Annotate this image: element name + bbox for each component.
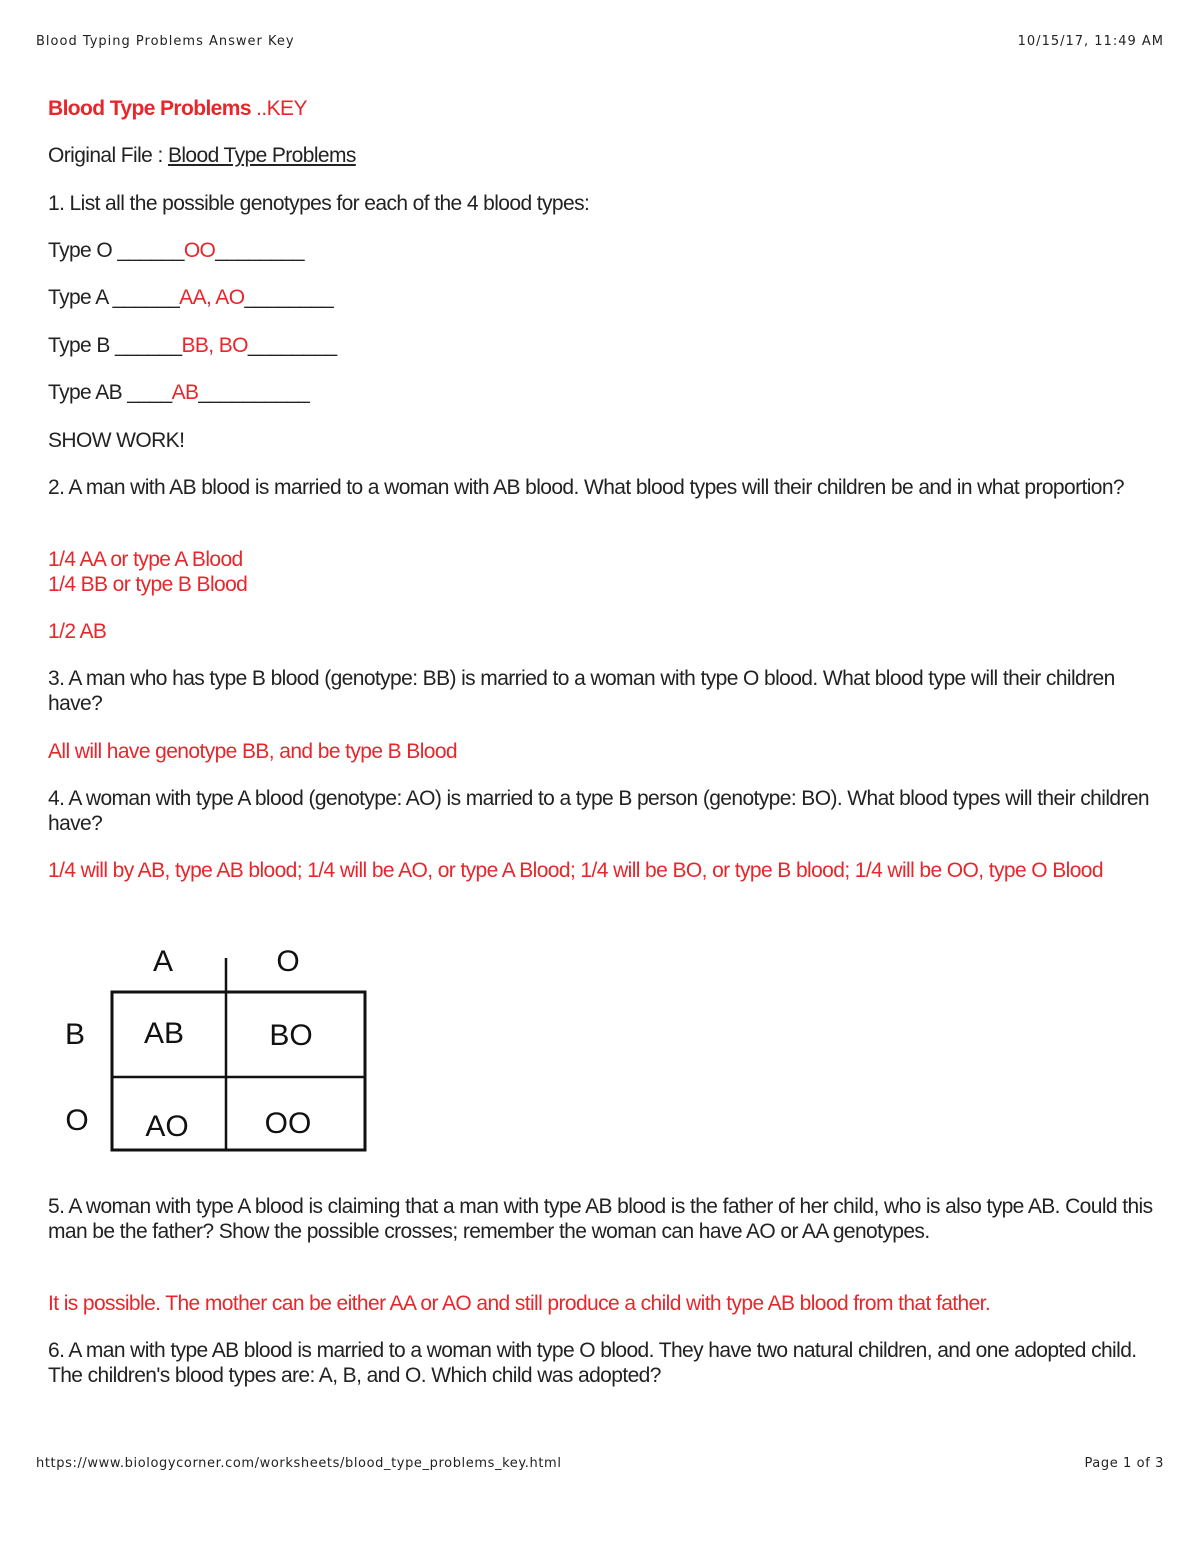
question-5: 5. A woman with type A blood is claiming that a man with type AB blood is the father of her child, who is also type AB. Could this man be the father? Show the possible crosses; remember the woman can have AO or AA genotypes.	[48, 1195, 1153, 1243]
type-b-trail: ________	[247, 334, 337, 357]
punnett-cell-2-1: AO	[145, 1110, 189, 1143]
question-2: 2. A man with AB blood is married to a woman with AB blood. What blood types will their children be and in what proportion?	[48, 476, 1125, 499]
type-b-answer: BB, BO	[181, 334, 248, 357]
punnett-side-allele-2: O	[65, 1104, 89, 1137]
page-footer-url[interactable]: https://www.biologycorner.com/worksheets/blood_type_problems_key.html	[36, 1456, 562, 1471]
answer-2-line-2: 1/4 BB or type B Blood	[48, 573, 248, 596]
type-o-answer: OO	[183, 239, 216, 262]
type-ab-row	[48, 380, 309, 405]
punnett-square	[60, 940, 380, 1160]
show-work-heading: SHOW WORK!	[48, 429, 185, 452]
type-o-row	[48, 238, 304, 263]
page-footer-pagenum: Page 1 of 3	[1084, 1456, 1164, 1471]
type-o-trail: ________	[215, 239, 304, 262]
type-a-label: Type A ______	[48, 286, 180, 309]
type-ab-answer: AB	[171, 381, 199, 404]
document-title	[48, 96, 307, 121]
punnett-square-svg	[60, 940, 380, 1160]
type-ab-trail: __________	[198, 381, 310, 404]
question-1: 1. List all the possible genotypes for each of the 4 blood types:	[48, 192, 590, 215]
question-6: 6. A man with type AB blood is married to a woman with type O blood. They have two natural children, and one adopted child. The children's blood types are: A, B, and O. Which child was adopted?	[48, 1339, 1137, 1387]
question-4: 4. A woman with type A blood (genotype: AO) is married to a type B person (genotype: BO). What blood types will their children have?	[48, 787, 1150, 835]
punnett-cell-1-1: AB	[143, 1017, 185, 1050]
original-file-label: Original File :	[48, 144, 168, 167]
title-main: Blood Type Problems	[48, 97, 251, 120]
type-b-label: Type B ______	[48, 334, 182, 357]
type-ab-label: Type AB ____	[48, 381, 172, 404]
type-a-answer: AA, AO	[179, 286, 245, 309]
original-file-line	[48, 143, 356, 168]
answer-4: 1/4 will by AB, type AB blood; 1/4 will be AO, or type A Blood; 1/4 will be BO, or type B blood; 1/4 will be OO, type O Blood	[48, 859, 1103, 882]
title-suffix: ..KEY	[250, 97, 307, 120]
punnett-cell-2-2: OO	[264, 1107, 312, 1140]
type-a-trail: ________	[244, 286, 334, 309]
punnett-top-allele-1: A	[152, 945, 174, 978]
punnett-side-allele-1: B	[64, 1018, 86, 1051]
punnett-top-allele-2: O	[276, 945, 300, 978]
answer-5: It is possible. The mother can be either AA or AO and still produce a child with type AB blood from that father.	[48, 1292, 991, 1315]
punnett-cell-1-2: BO	[269, 1019, 313, 1052]
answer-2	[48, 547, 247, 597]
type-b-row	[48, 333, 337, 358]
original-file-link[interactable]: Blood Type Problems	[167, 144, 356, 167]
page-header-title: Blood Typing Problems Answer Key	[36, 34, 295, 49]
answer-2-line-3: 1/2 AB	[48, 620, 107, 643]
question-3: 3. A man who has type B blood (genotype: BB) is married to a woman with type O blood. What blood type will their children have?	[48, 667, 1115, 715]
answer-2-line-1: 1/4 AA or type A Blood	[48, 548, 243, 571]
type-o-label: Type O ______	[48, 239, 184, 262]
answer-3: All will have genotype BB, and be type B Blood	[48, 740, 458, 763]
type-a-row	[48, 285, 333, 310]
page-header-timestamp: 10/15/17, 11:49 AM	[1017, 34, 1164, 49]
